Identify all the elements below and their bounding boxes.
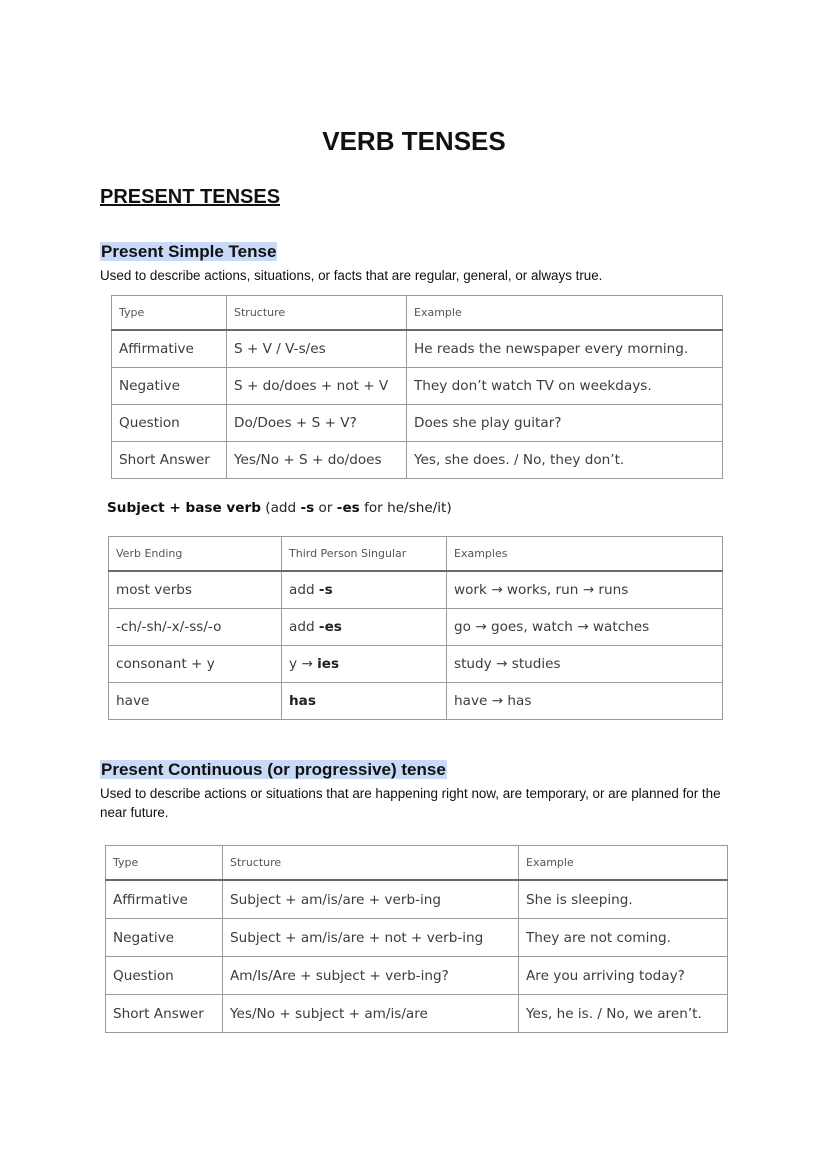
column-header: Examples	[447, 537, 723, 572]
table-row	[112, 368, 723, 405]
present-continuous-heading: Present Continuous (or progressive) tense	[101, 760, 446, 779]
structure-cell: Yes/No + subject + am/is/are	[223, 995, 519, 1033]
type-cell: Question	[106, 957, 223, 995]
example-cell: They don’t watch TV on weekdays.	[407, 368, 723, 405]
column-header: Type	[106, 846, 223, 881]
table-row	[112, 405, 723, 442]
ending-cell: have	[109, 683, 282, 720]
structure-cell: S + do/does + not + V	[227, 368, 407, 405]
type-cell: Short Answer	[112, 442, 227, 479]
third-person-cell: has	[282, 683, 447, 720]
table-row	[106, 880, 728, 919]
column-header: Example	[407, 296, 723, 331]
column-header: Verb Ending	[109, 537, 282, 572]
examples-cell: study → studies	[447, 646, 723, 683]
column-header: Example	[519, 846, 728, 881]
table-header-row	[112, 296, 723, 331]
column-header: Third Person Singular	[282, 537, 447, 572]
type-cell: Affirmative	[106, 880, 223, 919]
table-row	[106, 919, 728, 957]
table-row	[106, 957, 728, 995]
present-continuous-description: Used to describe actions or situations that are happening right now, are temporary, or are planned for the near future.	[100, 786, 721, 820]
structure-cell: Do/Does + S + V?	[227, 405, 407, 442]
section-title: PRESENT TENSES	[100, 186, 281, 208]
verb-endings-table	[108, 536, 723, 720]
structure-cell: Subject + am/is/are + not + verb-ing	[223, 919, 519, 957]
structure-cell: S + V / V-s/es	[227, 330, 407, 368]
third-person-cell: add -s	[282, 571, 447, 609]
type-cell: Negative	[106, 919, 223, 957]
table-row	[109, 609, 723, 646]
present-simple-heading: Present Simple Tense	[101, 242, 277, 261]
example-cell: Yes, she does. / No, they don’t.	[407, 442, 723, 479]
table-row	[109, 646, 723, 683]
ending-cell: most verbs	[109, 571, 282, 609]
examples-cell: go → goes, watch → watches	[447, 609, 723, 646]
table-header-row	[109, 537, 723, 572]
type-cell: Negative	[112, 368, 227, 405]
type-cell: Affirmative	[112, 330, 227, 368]
table-header-row	[106, 846, 728, 881]
column-header: Structure	[227, 296, 407, 331]
table-row	[106, 995, 728, 1033]
example-cell: Does she play guitar?	[407, 405, 723, 442]
present-continuous-table	[105, 845, 728, 1033]
table-row	[109, 683, 723, 720]
example-cell: He reads the newspaper every morning.	[407, 330, 723, 368]
third-person-cell: add -es	[282, 609, 447, 646]
examples-cell: work → works, run → runs	[447, 571, 723, 609]
column-header: Type	[112, 296, 227, 331]
examples-cell: have → has	[447, 683, 723, 720]
example-cell: They are not coming.	[519, 919, 728, 957]
table-row	[112, 330, 723, 368]
present-simple-description: Used to describe actions, situations, or facts that are regular, general, or always true.	[100, 268, 603, 283]
present-simple-table	[111, 295, 723, 479]
table-row	[109, 571, 723, 609]
column-header: Structure	[223, 846, 519, 881]
type-cell: Question	[112, 405, 227, 442]
type-cell: Short Answer	[106, 995, 223, 1033]
structure-cell: Am/Is/Are + subject + verb-ing?	[223, 957, 519, 995]
structure-cell: Subject + am/is/are + verb-ing	[223, 880, 519, 919]
document-title: VERB TENSES	[322, 126, 506, 156]
table-row	[112, 442, 723, 479]
example-cell: Yes, he is. / No, we aren’t.	[519, 995, 728, 1033]
ending-cell: consonant + y	[109, 646, 282, 683]
example-cell: She is sleeping.	[519, 880, 728, 919]
example-cell: Are you arriving today?	[519, 957, 728, 995]
third-person-cell: y → ies	[282, 646, 447, 683]
ending-cell: -ch/-sh/-x/-ss/-o	[109, 609, 282, 646]
structure-cell: Yes/No + S + do/does	[227, 442, 407, 479]
conjugation-note: Subject + base verb (add -s or -es for he/she/it)	[107, 500, 452, 516]
